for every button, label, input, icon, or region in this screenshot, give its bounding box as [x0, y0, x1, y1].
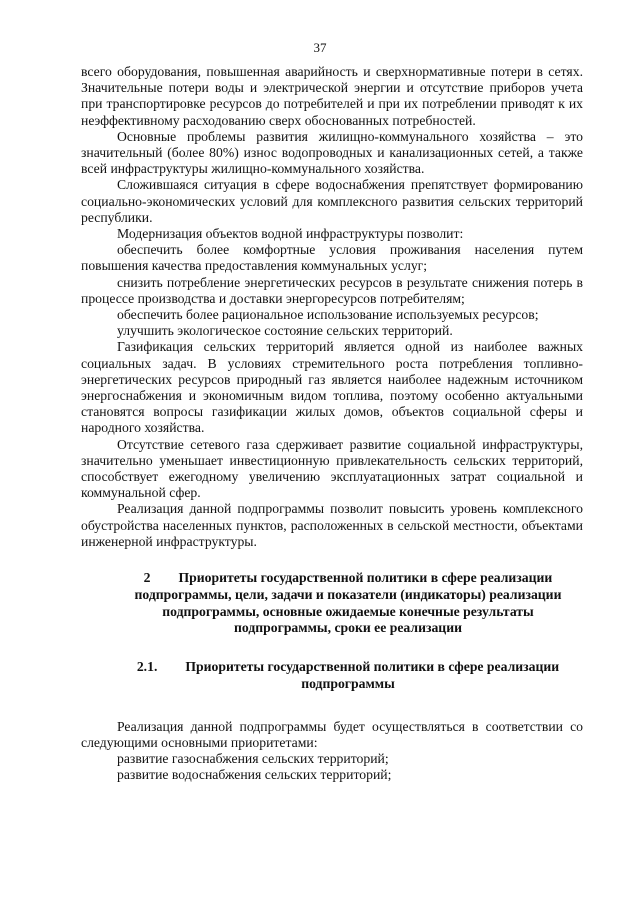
section-heading-2-1 — [81, 659, 583, 693]
section-heading-2 — [81, 570, 583, 637]
paragraph: всего оборудования, повышенная аварийность и сверхнормативные потери в сетях. Значительные потери воды и электрической энергии и отсутствие приборов учета при транспортировке ресурсов до потребителей и при их потреблении приводят к их неэффективному расходованию сверх обоснованных потребностей. — [81, 64, 583, 128]
subsection-title: Приоритеты государственной политики в сфере реализации подпрограммы — [185, 659, 560, 692]
paragraph: Реализация данной подпрограммы позволит повысить уровень комплексного обустройства населенных пунктов, расположенных в сельской местности, объектами инженерной инфраструктуры. — [81, 501, 583, 549]
page-body — [81, 64, 583, 784]
section-title: Приоритеты государственной политики в сфере реализации подпрограммы, цели, задачи и показатели (индикаторы) реализации подпрограммы, основные ожидаемые конечные результаты подпрограммы, сроки ее реализации — [134, 570, 562, 636]
section-number: 2 — [143, 570, 151, 586]
paragraph: Основные проблемы развития жилищно-коммунального хозяйства – это значительный (более 80%) износ водопроводных и канализационных сетей, а также всей инфраструктуры жилищно-коммунального хозяйства. — [81, 128, 583, 177]
page-number: 37 — [313, 40, 327, 55]
list-item: обеспечить более комфортные условия проживания населения путем повышения качества предоставления коммунальных услуг; — [81, 242, 583, 274]
list-item: улучшить экологическое состояние сельских территорий. — [117, 323, 453, 339]
list-item: развитие газоснабжения сельских территорий; — [117, 751, 389, 767]
paragraph: Модернизация объектов водной инфраструктуры позволит: — [117, 226, 464, 242]
list-item: снизить потребление энергетических ресурсов в результате снижения потерь в процессе производства и доставки энергоресурсов потребителям; — [81, 274, 583, 306]
paragraph: Отсутствие сетевого газа сдерживает развитие социальной инфраструктуры, значительно уменьшает инвестиционную привлекательность сельских территорий, способствует ежегодному увеличению эксплуатационных затрат социальной и коммунальной сфер. — [81, 436, 583, 501]
subsection-number: 2.1. — [136, 659, 158, 675]
paragraph: Реализация данной подпрограммы будет осуществляться в соответствии со следующими основными приоритетами: — [81, 718, 583, 751]
list-item: обеспечить более рациональное использование используемых ресурсов; — [117, 307, 539, 323]
list-item: развитие водоснабжения сельских территорий; — [117, 767, 392, 783]
paragraph: Газификация сельских территорий является одной из наиболее важных социальных задач. В условиях стремительного роста потребления топливно-энергетических ресурсов природный газ является наиболее надежным источником энергоснабжения и экономичным видом топлива, поэтому особенно актуальными становятся вопросы газификации жилых домов, объектов социальной сферы и народного хозяйства. — [81, 339, 583, 436]
paragraph: Сложившаяся ситуация в сфере водоснабжения препятствует формированию социально-экономических условий для комплексного развития сельских территорий республики. — [81, 177, 583, 225]
